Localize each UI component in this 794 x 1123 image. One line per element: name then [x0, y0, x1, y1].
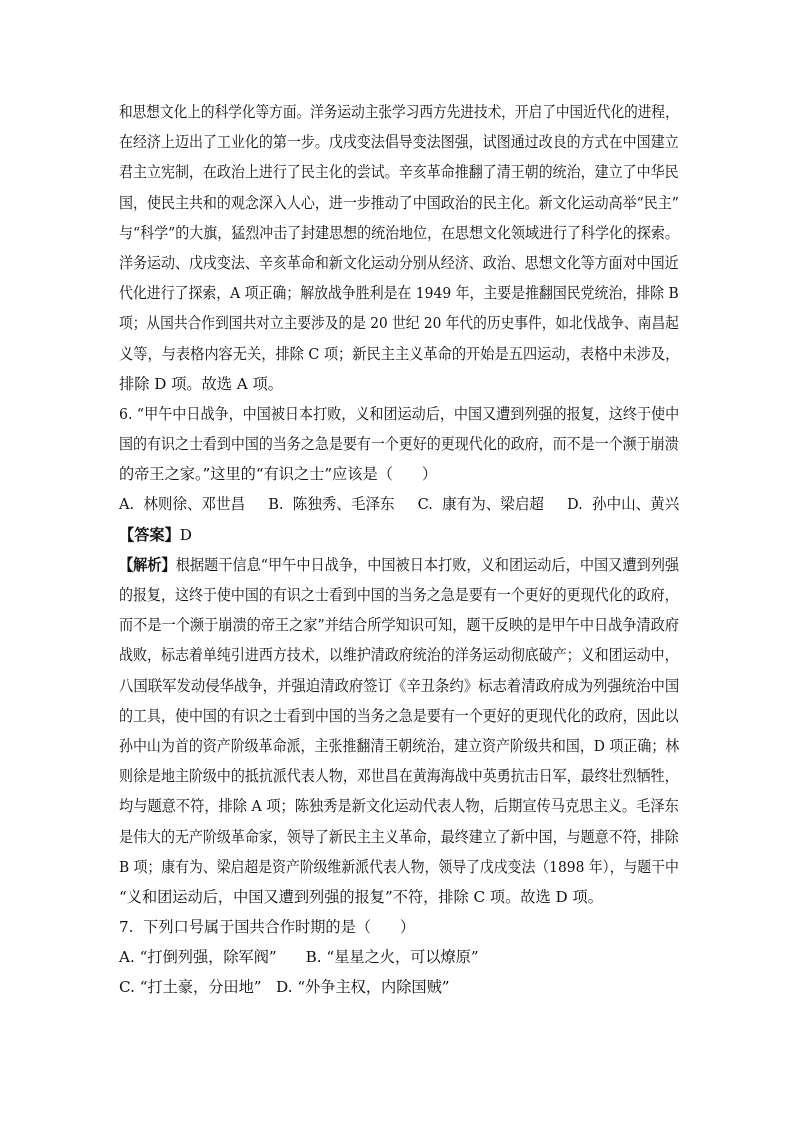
text-line: 代化进行了探索，A 项正确；解放战争胜利是在 1949 年，主要是推翻国民党统治，排除 B	[119, 284, 679, 303]
document-page	[119, 97, 679, 1003]
question-7	[119, 912, 679, 1003]
text-line: 项；从国共合作到国共对立主要涉及的是 20 世纪 20 年代的历史事件，如北伐战争、南昌起	[119, 314, 679, 333]
text-line: B 项；康有为、梁启超是资产阶级维新派代表人物，领导了戊戌变法（1898 年），与题干中	[119, 857, 679, 876]
answer-value: D	[179, 525, 192, 544]
analysis-tag: 【解析】	[119, 555, 176, 574]
analysis-line	[119, 550, 680, 580]
text-line: 排除 D 项。故选 A 项。	[119, 374, 283, 393]
text-line: 均与题意不符，排除 A 项；陈独秀是新文化运动代表人物，后期宣传马克思主义。毛泽东	[119, 797, 679, 816]
text-line: 的工具，使中国的有识之士看到中国的当务之急是要有一个更好的更现代化的政府，因此以	[119, 706, 679, 725]
text-line: 则徐是地主阶级中的抵抗派代表人物，邓世昌在黄海海战中英勇抗击日军，最终壮烈牺牲，	[119, 767, 679, 786]
text-line: 的报复，这终于使中国的有识之士看到中国的当务之急是要有一个更好的更现代化的政府，	[119, 586, 679, 604]
question-stem: 的帝王之家。”这里的“有识之士”应该是（ ）	[119, 465, 438, 484]
question-stem: 6. “甲午中日战争，中国被日本打败，义和团运动后，中国又遭到列强的报复，这终于使中	[119, 404, 680, 423]
text-line: “义和团运动后，中国又遭到列强的报复”不符，排除 C 项。故选 D 项。	[119, 887, 603, 906]
text-line: 君主立宪制，在政治上进行了民主化的尝试。辛亥革命推翻了清王朝的统治，建立了中华民	[119, 163, 679, 182]
text-line: 国，使民主共和的观念深入人心，进一步推动了中国政治的民主化。新文化运动高举“民主”	[119, 193, 679, 212]
question-stem: 7. 下列口号属于国共合作时期的是（ ）	[119, 918, 416, 937]
question-6	[119, 399, 679, 912]
text-line: 与“科学”的大旗，猛烈冲击了封建思想的统治地位，在思想文化领域进行了科学化的探索。	[119, 223, 679, 242]
text-line: 洋务运动、戊戌变法、辛亥革命和新文化运动分别从经济、政治、思想文化等方面对中国近	[119, 253, 679, 272]
text-line: 孙中山为首的资产阶级革命派，主张推翻清王朝统治，建立资产阶级共和国，D 项正确；林	[119, 736, 680, 755]
text-line: 八国联军发动侵华战争，并强迫清政府签订《辛丑条约》标志着清政府成为列强统治中国	[119, 676, 680, 695]
answer-tag: 【答案】	[119, 525, 180, 544]
answer-line	[119, 520, 679, 550]
text-line: 战败，标志着单纯引进西方技术，以维护清政府统治的洋务运动彻底破产；义和团运动中，	[119, 646, 679, 665]
text-line: 是伟大的无产阶级革命家，领导了新民主主义革命，最终建立了新中国，与题意不符，排除	[119, 827, 679, 846]
continued-analysis	[119, 97, 679, 399]
text-line: 义等，与表格内容无关，排除 C 项；新民主主义革命的开始是五四运动，表格中未涉及，	[119, 344, 680, 363]
question-stem: 国的有识之士看到中国的当务之急是要有一个更好的更现代化的政府，而不是一个濒于崩溃	[119, 435, 679, 454]
text-line: 而不是一个濒于崩溃的帝王之家”并结合所学知识可知，题干反映的是甲午中日战争清政府	[119, 616, 680, 635]
text-line: 在经济上迈出了工业化的第一步。戊戌变法倡导变法图强，试图通过改良的方式在中国建立	[119, 133, 679, 152]
question-options: C. “打土豪，分田地” D. “外争主权，内除国贼”	[119, 978, 450, 997]
analysis-text: 根据题干信息“甲午中日战争，中国被日本打败，义和团运动后，中国又遭到列强	[175, 555, 680, 574]
question-options: A. “打倒列强，除军阀” B. “星星之火，可以燎原”	[119, 948, 479, 967]
text-line: 和思想文化上的科学化等方面。洋务运动主张学习西方先进技术，开启了中国近代化的进程，	[119, 103, 679, 121]
question-options: A. 林则徐、邓世昌 B. 陈独秀、毛泽东 C. 康有为、梁启超 D. 孙中山、黄兴	[119, 495, 680, 514]
